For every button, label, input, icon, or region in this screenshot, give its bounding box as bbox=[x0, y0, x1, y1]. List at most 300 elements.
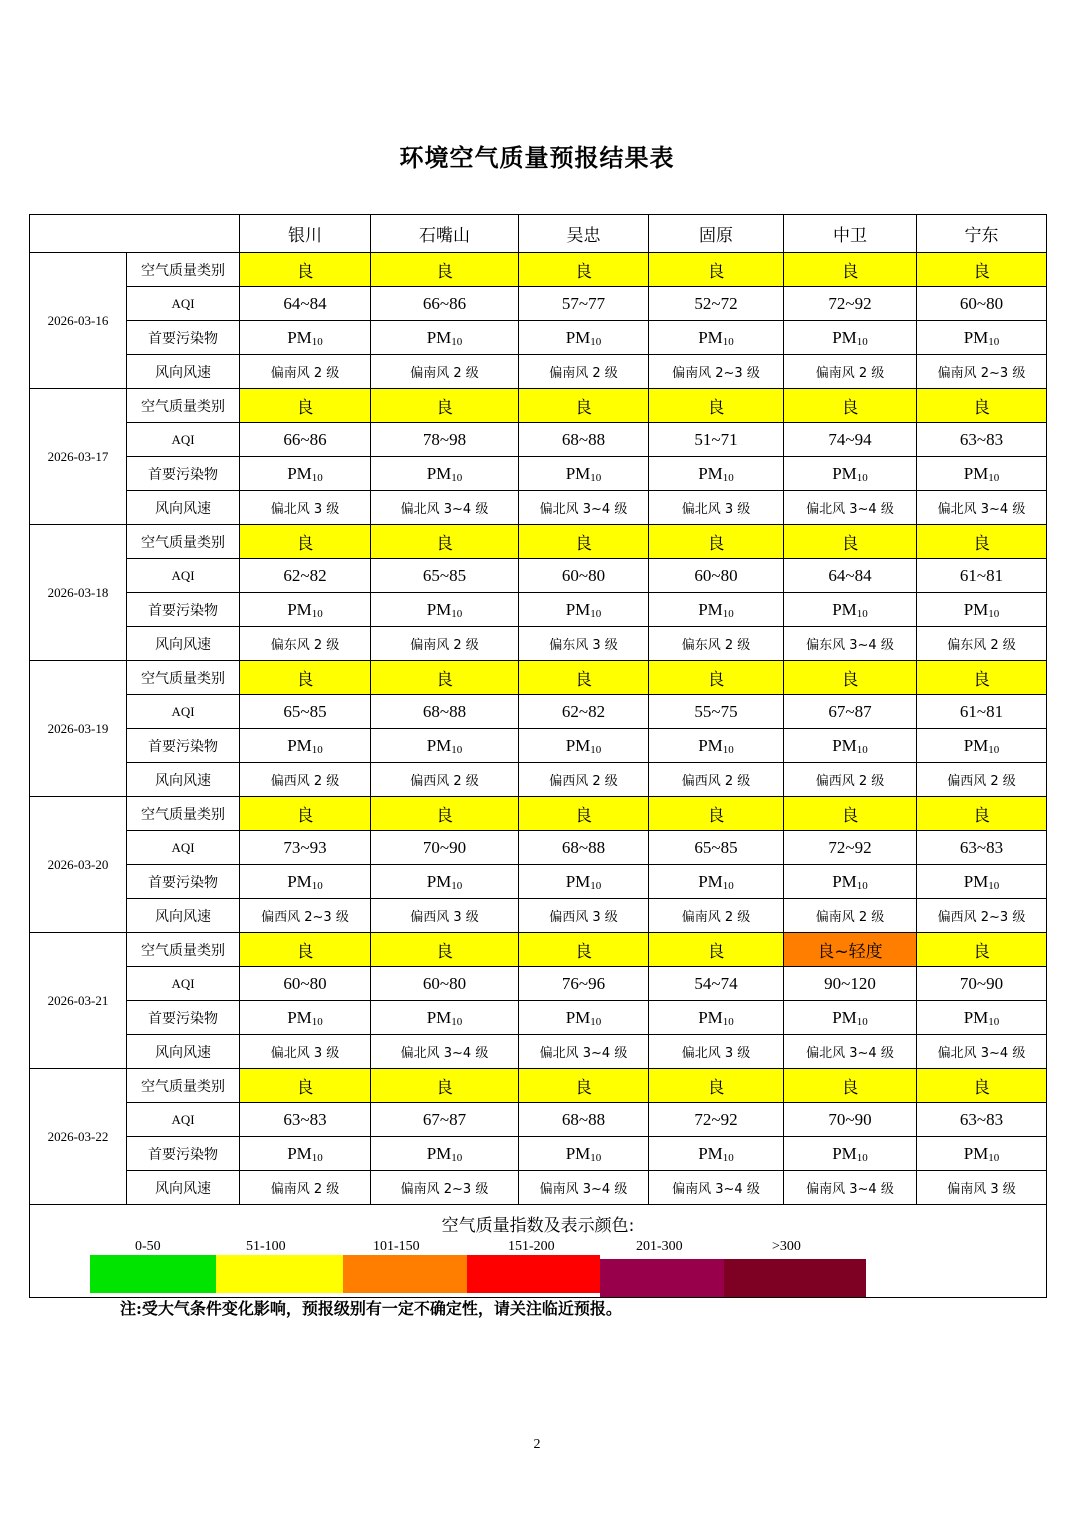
legend-color-swatch bbox=[343, 1255, 467, 1293]
pollutant-row bbox=[30, 457, 1047, 491]
pollutant-subscript: 10 bbox=[590, 1015, 602, 1028]
primary-pollutant bbox=[917, 1137, 1047, 1171]
aqi-range: 60~80 bbox=[917, 287, 1047, 321]
primary-pollutant bbox=[240, 457, 371, 491]
wind-row bbox=[30, 763, 1047, 797]
primary-pollutant bbox=[519, 457, 649, 491]
pollutant-symbol: PM bbox=[832, 1007, 857, 1027]
wind-forecast: 偏东风 2 级 bbox=[240, 627, 371, 661]
aqi-range: 65~85 bbox=[371, 559, 519, 593]
air-quality-category: 良 bbox=[917, 1069, 1047, 1103]
air-quality-category: 良 bbox=[371, 661, 519, 695]
aqi-range: 68~88 bbox=[371, 695, 519, 729]
primary-pollutant bbox=[917, 1001, 1047, 1035]
pollutant-subscript: 10 bbox=[722, 879, 734, 892]
aqi-range: 54~74 bbox=[649, 967, 784, 1001]
city-header: 中卫 bbox=[784, 215, 917, 253]
primary-pollutant bbox=[917, 321, 1047, 355]
legend-range-label: 151-200 bbox=[508, 1239, 555, 1254]
pollutant-symbol: PM bbox=[287, 599, 312, 619]
wind-forecast: 偏南风 2~3 级 bbox=[371, 1171, 519, 1205]
pollutant-row bbox=[30, 593, 1047, 627]
primary-pollutant bbox=[519, 1001, 649, 1035]
wind-forecast: 偏南风 3~4 级 bbox=[784, 1171, 917, 1205]
pollutant-symbol: PM bbox=[565, 1143, 591, 1163]
pollutant-symbol: PM bbox=[287, 1007, 312, 1027]
wind-forecast: 偏南风 2 级 bbox=[519, 355, 649, 389]
pollutant-subscript: 10 bbox=[988, 743, 1000, 756]
aqi-range: 63~83 bbox=[917, 1103, 1047, 1137]
air-quality-category: 良 bbox=[371, 253, 519, 287]
air-quality-category: 良 bbox=[649, 389, 784, 423]
forecast-date: 2026-03-21 bbox=[30, 933, 127, 1069]
category-row bbox=[30, 253, 1047, 287]
air-quality-category: 良 bbox=[784, 1069, 917, 1103]
primary-pollutant bbox=[371, 457, 519, 491]
aqi-range: 78~98 bbox=[371, 423, 519, 457]
pollutant-subscript: 10 bbox=[590, 335, 602, 348]
pollutant-subscript: 10 bbox=[590, 471, 602, 484]
primary-pollutant bbox=[917, 865, 1047, 899]
pollutant-subscript: 10 bbox=[722, 1015, 734, 1028]
row-label-pollutant: 首要污染物 bbox=[127, 729, 240, 763]
aqi-range: 62~82 bbox=[240, 559, 371, 593]
primary-pollutant bbox=[240, 1001, 371, 1035]
primary-pollutant bbox=[240, 321, 371, 355]
pollutant-symbol: PM bbox=[698, 1143, 723, 1163]
wind-forecast: 偏西风 2 级 bbox=[519, 763, 649, 797]
row-label-pollutant: 首要污染物 bbox=[127, 321, 240, 355]
wind-forecast: 偏北风 3~4 级 bbox=[371, 491, 519, 525]
pollutant-symbol: PM bbox=[963, 871, 989, 891]
row-label-pollutant: 首要污染物 bbox=[127, 1137, 240, 1171]
category-row bbox=[30, 1069, 1047, 1103]
pollutant-subscript: 10 bbox=[856, 1015, 868, 1028]
aqi-color-legend bbox=[30, 1205, 1047, 1298]
pollutant-symbol: PM bbox=[426, 327, 452, 347]
pollutant-symbol: PM bbox=[963, 1007, 989, 1027]
air-quality-category: 良 bbox=[519, 525, 649, 559]
pollutant-symbol: PM bbox=[963, 463, 989, 483]
pollutant-symbol: PM bbox=[426, 599, 452, 619]
row-label-aqi: AQI bbox=[127, 287, 240, 321]
primary-pollutant bbox=[649, 865, 784, 899]
pollutant-row bbox=[30, 321, 1047, 355]
pollutant-symbol: PM bbox=[426, 735, 452, 755]
aqi-range: 68~88 bbox=[519, 831, 649, 865]
forecast-note: 注:受大气条件变化影响，预报级别有一定不确定性，请关注临近预报。 bbox=[120, 1299, 622, 1318]
primary-pollutant bbox=[917, 457, 1047, 491]
aqi-range: 68~88 bbox=[519, 1103, 649, 1137]
forecast-date: 2026-03-19 bbox=[30, 661, 127, 797]
primary-pollutant bbox=[649, 593, 784, 627]
air-quality-category: 良 bbox=[917, 797, 1047, 831]
air-quality-category: 良 bbox=[519, 253, 649, 287]
air-quality-category: 良 bbox=[649, 933, 784, 967]
aqi-range: 72~92 bbox=[649, 1103, 784, 1137]
pollutant-symbol: PM bbox=[426, 1007, 452, 1027]
air-quality-category: 良 bbox=[240, 797, 371, 831]
primary-pollutant bbox=[240, 593, 371, 627]
legend-color-swatch bbox=[216, 1255, 344, 1293]
city-header: 固原 bbox=[649, 215, 784, 253]
wind-forecast: 偏西风 2 级 bbox=[371, 763, 519, 797]
primary-pollutant bbox=[371, 321, 519, 355]
row-label-category: 空气质量类别 bbox=[127, 525, 240, 559]
primary-pollutant bbox=[784, 729, 917, 763]
wind-forecast: 偏西风 2~3 级 bbox=[240, 899, 371, 933]
forecast-table bbox=[29, 214, 1047, 1298]
air-quality-category: 良 bbox=[917, 253, 1047, 287]
pollutant-subscript: 10 bbox=[451, 607, 463, 620]
wind-forecast: 偏西风 3 级 bbox=[371, 899, 519, 933]
row-label-pollutant: 首要污染物 bbox=[127, 593, 240, 627]
row-label-pollutant: 首要污染物 bbox=[127, 865, 240, 899]
row-label-pollutant: 首要污染物 bbox=[127, 1001, 240, 1035]
pollutant-subscript: 10 bbox=[590, 607, 602, 620]
pollutant-subscript: 10 bbox=[856, 607, 868, 620]
primary-pollutant bbox=[371, 1001, 519, 1035]
aqi-range: 65~85 bbox=[240, 695, 371, 729]
air-quality-category: 良 bbox=[784, 661, 917, 695]
row-label-category: 空气质量类别 bbox=[127, 1069, 240, 1103]
air-quality-category: 良 bbox=[649, 525, 784, 559]
pollutant-symbol: PM bbox=[426, 463, 452, 483]
pollutant-symbol: PM bbox=[698, 599, 723, 619]
row-label-aqi: AQI bbox=[127, 695, 240, 729]
aqi-range: 52~72 bbox=[649, 287, 784, 321]
primary-pollutant bbox=[371, 1137, 519, 1171]
air-quality-category: 良 bbox=[519, 933, 649, 967]
air-quality-category: 良 bbox=[371, 525, 519, 559]
aqi-range: 55~75 bbox=[649, 695, 784, 729]
row-label-category: 空气质量类别 bbox=[127, 797, 240, 831]
aqi-range: 65~85 bbox=[649, 831, 784, 865]
legend-range-label: 51-100 bbox=[246, 1239, 286, 1254]
air-quality-category: 良 bbox=[649, 253, 784, 287]
pollutant-symbol: PM bbox=[426, 871, 452, 891]
aqi-range: 72~92 bbox=[784, 287, 917, 321]
category-row bbox=[30, 797, 1047, 831]
primary-pollutant bbox=[240, 729, 371, 763]
primary-pollutant bbox=[240, 865, 371, 899]
aqi-range: 76~96 bbox=[519, 967, 649, 1001]
city-header: 吴忠 bbox=[519, 215, 649, 253]
wind-row bbox=[30, 627, 1047, 661]
pollutant-subscript: 10 bbox=[311, 471, 323, 484]
pollutant-symbol: PM bbox=[287, 1143, 312, 1163]
aqi-range: 51~71 bbox=[649, 423, 784, 457]
air-quality-category: 良 bbox=[784, 797, 917, 831]
pollutant-subscript: 10 bbox=[988, 1151, 1000, 1164]
air-quality-category: 良 bbox=[784, 253, 917, 287]
aqi-row bbox=[30, 1103, 1047, 1137]
row-label-category: 空气质量类别 bbox=[127, 933, 240, 967]
page-title: 环境空气质量预报结果表 bbox=[399, 143, 675, 172]
legend-range-label: 201-300 bbox=[636, 1239, 683, 1254]
pollutant-symbol: PM bbox=[565, 871, 591, 891]
wind-forecast: 偏南风 2 级 bbox=[240, 1171, 371, 1205]
pollutant-symbol: PM bbox=[832, 735, 857, 755]
wind-forecast: 偏北风 3~4 级 bbox=[519, 1035, 649, 1069]
primary-pollutant bbox=[784, 593, 917, 627]
air-quality-category: 良 bbox=[519, 661, 649, 695]
pollutant-row bbox=[30, 1001, 1047, 1035]
air-quality-category: 良 bbox=[371, 933, 519, 967]
pollutant-subscript: 10 bbox=[311, 879, 323, 892]
air-quality-category: 良 bbox=[371, 389, 519, 423]
primary-pollutant bbox=[371, 729, 519, 763]
pollutant-subscript: 10 bbox=[311, 1151, 323, 1164]
legend-title: 空气质量指数及表示颜色: bbox=[441, 1216, 635, 1236]
pollutant-subscript: 10 bbox=[988, 471, 1000, 484]
aqi-range: 63~83 bbox=[240, 1103, 371, 1137]
aqi-range: 61~81 bbox=[917, 559, 1047, 593]
wind-row bbox=[30, 899, 1047, 933]
pollutant-symbol: PM bbox=[963, 1143, 989, 1163]
pollutant-subscript: 10 bbox=[590, 879, 602, 892]
wind-forecast: 偏东风 2 级 bbox=[917, 627, 1047, 661]
row-label-aqi: AQI bbox=[127, 1103, 240, 1137]
air-quality-category: 良 bbox=[240, 525, 371, 559]
pollutant-subscript: 10 bbox=[311, 607, 323, 620]
pollutant-symbol: PM bbox=[565, 463, 591, 483]
wind-forecast: 偏东风 3 级 bbox=[519, 627, 649, 661]
row-label-aqi: AQI bbox=[127, 831, 240, 865]
aqi-range: 90~120 bbox=[784, 967, 917, 1001]
wind-forecast: 偏北风 3 级 bbox=[649, 491, 784, 525]
wind-forecast: 偏北风 3 级 bbox=[240, 491, 371, 525]
air-quality-category: 良 bbox=[784, 389, 917, 423]
header-corner bbox=[30, 215, 240, 253]
primary-pollutant bbox=[917, 729, 1047, 763]
aqi-range: 57~77 bbox=[519, 287, 649, 321]
wind-forecast: 偏北风 3~4 级 bbox=[917, 1035, 1047, 1069]
wind-forecast: 偏西风 2 级 bbox=[649, 763, 784, 797]
pollutant-symbol: PM bbox=[832, 327, 857, 347]
pollutant-subscript: 10 bbox=[722, 743, 734, 756]
wind-row bbox=[30, 355, 1047, 389]
pollutant-subscript: 10 bbox=[311, 743, 323, 756]
wind-forecast: 偏南风 2~3 级 bbox=[917, 355, 1047, 389]
aqi-range: 70~90 bbox=[784, 1103, 917, 1137]
aqi-range: 60~80 bbox=[371, 967, 519, 1001]
aqi-row bbox=[30, 287, 1047, 321]
primary-pollutant bbox=[784, 457, 917, 491]
city-header: 银川 bbox=[240, 215, 371, 253]
pollutant-subscript: 10 bbox=[856, 335, 868, 348]
pollutant-symbol: PM bbox=[287, 327, 312, 347]
pollutant-symbol: PM bbox=[565, 735, 591, 755]
aqi-row bbox=[30, 423, 1047, 457]
row-label-wind: 风向风速 bbox=[127, 763, 240, 797]
primary-pollutant bbox=[784, 865, 917, 899]
category-row bbox=[30, 389, 1047, 423]
pollutant-subscript: 10 bbox=[988, 879, 1000, 892]
pollutant-subscript: 10 bbox=[988, 1015, 1000, 1028]
pollutant-subscript: 10 bbox=[451, 1015, 463, 1028]
primary-pollutant bbox=[784, 321, 917, 355]
wind-forecast: 偏南风 3~4 级 bbox=[649, 1171, 784, 1205]
air-quality-category: 良 bbox=[371, 797, 519, 831]
air-quality-category: 良 bbox=[240, 661, 371, 695]
pollutant-row bbox=[30, 729, 1047, 763]
air-quality-category: 良 bbox=[917, 389, 1047, 423]
row-label-wind: 风向风速 bbox=[127, 627, 240, 661]
aqi-range: 68~88 bbox=[519, 423, 649, 457]
wind-forecast: 偏南风 3~4 级 bbox=[519, 1171, 649, 1205]
pollutant-row bbox=[30, 865, 1047, 899]
pollutant-symbol: PM bbox=[565, 327, 591, 347]
pollutant-symbol: PM bbox=[832, 871, 857, 891]
wind-forecast: 偏西风 2~3 级 bbox=[917, 899, 1047, 933]
pollutant-subscript: 10 bbox=[856, 1151, 868, 1164]
row-label-wind: 风向风速 bbox=[127, 355, 240, 389]
pollutant-symbol: PM bbox=[963, 599, 989, 619]
forecast-date: 2026-03-16 bbox=[30, 253, 127, 389]
forecast-date: 2026-03-18 bbox=[30, 525, 127, 661]
pollutant-symbol: PM bbox=[426, 1143, 452, 1163]
aqi-range: 74~94 bbox=[784, 423, 917, 457]
pollutant-row bbox=[30, 1137, 1047, 1171]
aqi-range: 70~90 bbox=[371, 831, 519, 865]
aqi-range: 64~84 bbox=[784, 559, 917, 593]
air-quality-category: 良 bbox=[784, 525, 917, 559]
wind-row bbox=[30, 1171, 1047, 1205]
legend-range-label: 101-150 bbox=[373, 1239, 420, 1254]
air-quality-category: 良 bbox=[371, 1069, 519, 1103]
row-label-wind: 风向风速 bbox=[127, 899, 240, 933]
aqi-range: 63~83 bbox=[917, 831, 1047, 865]
legend-color-swatch bbox=[467, 1255, 600, 1293]
air-quality-category: 良 bbox=[240, 389, 371, 423]
pollutant-symbol: PM bbox=[287, 463, 312, 483]
pollutant-subscript: 10 bbox=[988, 607, 1000, 620]
wind-forecast: 偏西风 2 级 bbox=[240, 763, 371, 797]
pollutant-symbol: PM bbox=[287, 871, 312, 891]
wind-forecast: 偏南风 2 级 bbox=[784, 899, 917, 933]
row-label-aqi: AQI bbox=[127, 559, 240, 593]
air-quality-category: 良 bbox=[917, 661, 1047, 695]
air-quality-category: 良~轻度 bbox=[784, 933, 917, 967]
category-row bbox=[30, 525, 1047, 559]
row-label-wind: 风向风速 bbox=[127, 1035, 240, 1069]
pollutant-symbol: PM bbox=[565, 1007, 591, 1027]
pollutant-subscript: 10 bbox=[722, 335, 734, 348]
wind-forecast: 偏东风 2 级 bbox=[649, 627, 784, 661]
aqi-range: 63~83 bbox=[917, 423, 1047, 457]
pollutant-subscript: 10 bbox=[722, 607, 734, 620]
wind-forecast: 偏东风 3~4 级 bbox=[784, 627, 917, 661]
pollutant-subscript: 10 bbox=[856, 879, 868, 892]
pollutant-subscript: 10 bbox=[856, 743, 868, 756]
pollutant-subscript: 10 bbox=[722, 1151, 734, 1164]
pollutant-subscript: 10 bbox=[451, 335, 463, 348]
air-quality-category: 良 bbox=[240, 1069, 371, 1103]
pollutant-subscript: 10 bbox=[451, 471, 463, 484]
aqi-range: 60~80 bbox=[519, 559, 649, 593]
category-row bbox=[30, 661, 1047, 695]
page-number: 2 bbox=[533, 1437, 541, 1452]
primary-pollutant bbox=[519, 1137, 649, 1171]
wind-forecast: 偏北风 3~4 级 bbox=[784, 491, 917, 525]
primary-pollutant bbox=[240, 1137, 371, 1171]
city-header: 石嘴山 bbox=[371, 215, 519, 253]
air-quality-category: 良 bbox=[519, 389, 649, 423]
aqi-range: 64~84 bbox=[240, 287, 371, 321]
pollutant-subscript: 10 bbox=[988, 335, 1000, 348]
primary-pollutant bbox=[649, 321, 784, 355]
primary-pollutant bbox=[649, 1001, 784, 1035]
pollutant-subscript: 10 bbox=[451, 1151, 463, 1164]
air-quality-category: 良 bbox=[240, 933, 371, 967]
pollutant-symbol: PM bbox=[698, 1007, 723, 1027]
forecast-date: 2026-03-20 bbox=[30, 797, 127, 933]
pollutant-symbol: PM bbox=[698, 327, 723, 347]
pollutant-symbol: PM bbox=[832, 599, 857, 619]
pollutant-symbol: PM bbox=[832, 463, 857, 483]
wind-forecast: 偏北风 3 级 bbox=[240, 1035, 371, 1069]
pollutant-subscript: 10 bbox=[590, 743, 602, 756]
aqi-range: 61~81 bbox=[917, 695, 1047, 729]
primary-pollutant bbox=[519, 865, 649, 899]
primary-pollutant bbox=[649, 729, 784, 763]
air-quality-category: 良 bbox=[240, 253, 371, 287]
wind-forecast: 偏西风 3 级 bbox=[519, 899, 649, 933]
pollutant-symbol: PM bbox=[698, 735, 723, 755]
primary-pollutant bbox=[371, 865, 519, 899]
pollutant-subscript: 10 bbox=[590, 1151, 602, 1164]
aqi-range: 66~86 bbox=[240, 423, 371, 457]
pollutant-subscript: 10 bbox=[856, 471, 868, 484]
row-label-category: 空气质量类别 bbox=[127, 389, 240, 423]
aqi-range: 60~80 bbox=[649, 559, 784, 593]
pollutant-symbol: PM bbox=[698, 871, 723, 891]
primary-pollutant bbox=[784, 1001, 917, 1035]
primary-pollutant bbox=[784, 1137, 917, 1171]
legend-range-label: 0-50 bbox=[135, 1239, 161, 1254]
wind-forecast: 偏南风 2 级 bbox=[649, 899, 784, 933]
aqi-row bbox=[30, 831, 1047, 865]
pollutant-subscript: 10 bbox=[451, 743, 463, 756]
wind-forecast: 偏北风 3~4 级 bbox=[917, 491, 1047, 525]
pollutant-symbol: PM bbox=[287, 735, 312, 755]
legend-color-swatch bbox=[724, 1259, 866, 1297]
wind-forecast: 偏南风 2 级 bbox=[371, 627, 519, 661]
row-label-category: 空气质量类别 bbox=[127, 253, 240, 287]
legend-labels bbox=[30, 1239, 1046, 1257]
pollutant-symbol: PM bbox=[832, 1143, 857, 1163]
row-label-pollutant: 首要污染物 bbox=[127, 457, 240, 491]
wind-forecast: 偏南风 2 级 bbox=[371, 355, 519, 389]
pollutant-subscript: 10 bbox=[451, 879, 463, 892]
header-row bbox=[30, 215, 1047, 253]
aqi-range: 70~90 bbox=[917, 967, 1047, 1001]
forecast-date: 2026-03-22 bbox=[30, 1069, 127, 1205]
wind-forecast: 偏南风 3 级 bbox=[917, 1171, 1047, 1205]
row-label-wind: 风向风速 bbox=[127, 491, 240, 525]
row-label-aqi: AQI bbox=[127, 423, 240, 457]
air-quality-category: 良 bbox=[519, 1069, 649, 1103]
legend-range-label: >300 bbox=[772, 1239, 801, 1254]
pollutant-subscript: 10 bbox=[311, 1015, 323, 1028]
wind-forecast: 偏南风 2~3 级 bbox=[649, 355, 784, 389]
pollutant-symbol: PM bbox=[565, 599, 591, 619]
aqi-range: 73~93 bbox=[240, 831, 371, 865]
air-quality-category: 良 bbox=[649, 797, 784, 831]
row-label-aqi: AQI bbox=[127, 967, 240, 1001]
primary-pollutant bbox=[519, 593, 649, 627]
